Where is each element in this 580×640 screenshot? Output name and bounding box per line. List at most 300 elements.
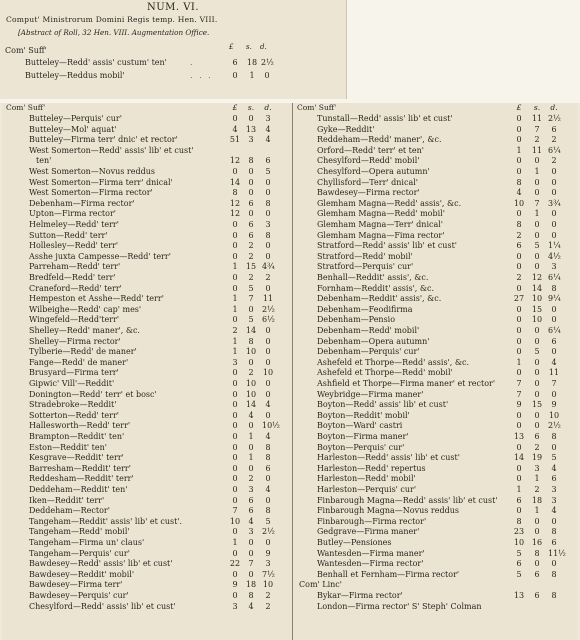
account-label: Gyke—Reddit' [317,124,375,134]
pounds-value: 6 [232,58,238,67]
pounds-value: 0 [232,485,238,494]
pounds-value: 0 [516,156,522,166]
pence-value: 0 [265,251,271,261]
pounds-value: 10 [229,516,241,526]
shillings-value: 0 [248,548,254,558]
account-row [293,559,579,570]
shillings-value: 1 [534,474,540,484]
pence-value: 6¼ [548,145,561,155]
shillings-value: 0 [534,559,540,569]
account-label: Deddeham—Rector' [29,506,110,516]
pounds-value: 8 [516,516,522,526]
account-row [2,167,292,178]
account-row [293,125,579,136]
shillings-value: 7 [248,294,254,304]
account-row [293,358,579,369]
pence-value: 0 [265,538,271,547]
account-label: Debenham—Pensio [317,315,396,325]
account-row [293,379,579,390]
account-row [293,432,579,443]
account-label: Harleston—Redd' mobil' [317,474,416,484]
account-label: Ashfield et Thorpe—Firma maner' et rector' [317,379,496,388]
pounds-value: 9 [232,580,238,590]
account-label: Hollesley—Redd' terr' [29,241,119,251]
pence-value: 0 [551,559,557,569]
account-row [293,294,579,305]
pence-value: 6 [551,474,557,484]
pounds-value: 0 [232,474,238,484]
shillings-value: 6 [248,220,254,229]
pounds-value: 1 [516,357,522,367]
pounds-value: 0 [516,506,522,516]
shillings-column-header: s. [246,43,252,51]
account-row [293,485,579,496]
account-row [293,517,579,528]
shillings-value: 0 [534,230,540,240]
shillings-value: 4 [248,410,254,420]
account-label: West Somerton—Firma rector' [29,188,153,198]
shillings-value: 3 [248,135,254,145]
shillings-value: 19 [531,453,543,463]
account-label: Donington—Redd' terr' et bosc' [29,389,157,399]
pence-value: 0 [551,177,557,187]
pence-value: 10 [548,410,560,420]
left-column-header [2,103,292,113]
account-label: Shelley—Firma rector' [29,336,121,346]
account-label: Hallesworth—Redd' terr' [29,421,131,431]
pence-value: 0 [551,167,557,176]
pence-value: 2½ [548,114,561,123]
pounds-value: 0 [516,135,522,145]
shillings-value: 0 [534,156,540,166]
abstract-note: [Abstract of Roll, 32 Hen. VIII. Augmentation Office. [18,28,210,37]
pence-value: 0 [265,474,271,484]
pence-value: 0 [551,315,557,325]
shillings-value: 5 [248,283,254,293]
pounds-value: 0 [232,410,238,420]
pence-value: 0 [265,379,271,388]
account-label: Stradebroke—Reddit' [29,400,117,410]
pounds-value: 0 [516,336,522,346]
county-heading: Com' Suff' [297,103,337,112]
pence-value: 2 [551,135,557,145]
account-label: West Somerton—Novus reddus [29,167,155,176]
account-label: Hempeston et Asshe—Redd' terr' [29,294,164,304]
account-row [2,527,292,538]
pounds-value: 0 [516,368,522,378]
account-row [2,315,292,326]
shillings-value: 5 [534,347,540,357]
county-heading [293,580,579,591]
shillings-value: 11 [531,145,543,155]
shillings-value: 11 [531,114,543,123]
pence-value: 5 [551,453,557,463]
pounds-value: 3 [232,601,238,611]
account-row [2,549,292,560]
pounds-value: 8 [516,220,522,229]
pounds-value: 0 [232,591,238,600]
pounds-value: 0 [232,230,238,240]
account-label: Stratford—Redd' mobil' [317,251,413,261]
pounds-value: 0 [232,167,238,176]
account-row [293,538,579,549]
pounds-value: 0 [516,124,522,134]
shillings-value: 0 [534,188,540,198]
account-label: Bawdesey—Firma rector' [317,188,420,198]
shillings-value: 7 [248,559,254,569]
shillings-value: 1 [248,453,254,463]
shillings-value: 8 [248,591,254,600]
shillings-value: 6 [534,591,540,600]
pounds-value: 13 [513,432,525,441]
shillings-value: 1 [248,432,254,441]
pence-value: 0 [551,442,557,452]
pounds-value: 0 [516,114,522,123]
shillings-value: 0 [248,304,254,314]
pounds-value: 0 [232,432,238,441]
blank-area [347,0,580,99]
pounds-value: 0 [232,400,238,410]
pounds-value: 0 [516,347,522,357]
account-row [2,220,292,231]
pounds-value: 0 [232,421,238,431]
county-heading: Com' Suff' [5,46,47,55]
pounds-column-header: £ [232,103,238,112]
account-label: Bawdesey—Redd' assis' lib' et cust' [29,559,173,569]
pounds-value: 51 [229,135,241,145]
account-row [293,156,579,167]
account-row [2,284,292,295]
account-label: West Somerton—Redd' assis' lib' et cust' [29,145,194,155]
pounds-value: 6 [516,559,522,569]
pounds-value: 8 [232,188,238,198]
account-label: West Somerton—Firma terr' dnical' [29,177,173,187]
pounds-value: 0 [232,442,238,452]
shillings-value: 0 [534,251,540,261]
shillings-value: 0 [534,527,540,537]
pounds-column-header: £ [229,43,234,51]
account-row [2,570,292,581]
account-label: Tangeham—Redd' mobil' [29,527,130,537]
shillings-value: 8 [534,548,540,558]
pence-value: 8 [265,442,271,452]
pounds-value: 12 [229,198,241,208]
account-row [293,209,579,220]
shillings-value: 0 [248,209,254,219]
shillings-value: 3 [248,527,254,537]
pence-value: 8 [265,230,271,240]
pounds-value: 23 [513,527,525,537]
account-row [293,199,579,210]
pounds-value: 0 [232,495,238,505]
pence-value: 4 [551,463,557,473]
leader-dots: . . . [190,71,213,80]
pounds-value: 0 [516,251,522,261]
account-label: Wantesden—Firma rector' [317,559,424,569]
shillings-value: 10 [531,294,543,304]
pence-value: 2 [265,273,271,282]
shillings-value: 5 [248,315,254,325]
pence-value: 11 [262,294,274,304]
shillings-value: 14 [531,283,543,293]
pounds-value: 0 [516,315,522,325]
account-row [293,252,579,263]
account-label: Deddeham—Reddit' ten' [29,485,128,494]
account-label: Tangeham—Reddit' assis' lib' et cust'. [29,516,183,526]
account-row [293,135,579,146]
account-label: Glemham Magna—Terr' dnical' [317,220,444,229]
account-row [2,156,292,167]
account-label: Tunstall—Redd' assis' lib' et cust' [317,114,453,123]
account-row [293,421,579,432]
pounds-value: 10 [513,198,525,208]
pounds-value: 0 [232,71,238,80]
pence-value: 0 [551,389,557,399]
pounds-value: 12 [229,209,241,219]
pence-value: 6 [265,463,271,473]
account-row [293,188,579,199]
pounds-value: 2 [516,230,522,240]
account-label: Iken—Reddit' terr' [29,495,105,505]
pence-value: 0 [551,209,557,219]
shillings-value: 0 [534,220,540,229]
account-row [2,135,292,146]
account-row [2,347,292,358]
pence-value: 3 [551,485,557,494]
account-label: Boyton—Perquis' cur' [317,442,405,452]
shillings-value: 18 [531,495,543,505]
pence-value: 3¾ [548,198,561,208]
account-label: Tangeham—Firma un' claus' [29,538,145,547]
pence-value: 6 [551,538,557,547]
account-label: Chesylford—Redd' assis' lib' et cust' [29,601,176,611]
shillings-value: 0 [534,421,540,431]
account-label: Debenham—Redd' mobil' [317,326,420,335]
account-label: Bawdesey—Firma terr' [29,580,123,590]
shillings-value: 0 [534,389,540,399]
account-label: Boyton—Reddit' mobil' [317,410,410,420]
pounds-value: 0 [516,283,522,293]
shillings-value: 1 [249,71,255,80]
account-label: Debenham—Perquis' cur' [317,347,420,357]
pence-value: 0 [265,410,271,420]
pence-value: 0 [265,389,271,399]
account-label: Reddeham—Redd' maner', &c. [317,135,442,145]
account-label: Harleston—Perquis' cur' [317,485,417,494]
shillings-value: 0 [248,188,254,198]
account-label: Boyton—Ward' castri [317,421,403,431]
document-subtitle: Comput' Ministrorum Domini Regis temp. Hen. VIII. [6,15,218,24]
pence-value: 0 [551,347,557,357]
account-row [2,114,292,125]
account-label: Shelley—Redd' maner', &c. [29,326,140,335]
account-row [2,538,292,549]
right-column [292,103,579,640]
pence-value: 6¼ [548,326,561,335]
pence-value: 8 [551,432,557,441]
shillings-column-header: s. [247,103,255,112]
account-label: ten' [36,156,52,166]
account-row [2,432,292,443]
pence-value: 5 [265,167,271,176]
account-row [2,252,292,263]
right-column-header [293,103,579,113]
account-row [293,114,579,125]
pence-value: 0 [264,71,270,80]
shillings-value: 2 [248,241,254,251]
account-row [293,241,579,252]
pounds-value: 0 [516,167,522,176]
pounds-value: 7 [516,379,522,388]
account-label: Glemham Magna—Redd' mobil' [317,209,445,219]
shillings-value: 6 [248,230,254,240]
pence-value: 0 [265,188,271,198]
shillings-value: 6 [248,495,254,505]
account-row [2,496,292,507]
shillings-value: 6 [248,506,254,516]
pounds-value: 22 [229,559,241,569]
account-row [293,602,579,613]
account-label: Fange—Redd' de maner' [29,357,129,367]
account-label: Eston—Reddit' ten' [29,442,107,452]
shillings-value: 0 [534,410,540,420]
pence-value: 0 [265,283,271,293]
account-label: Bykar—Firma rector' [317,591,403,600]
account-row [2,273,292,284]
pence-value: 0 [551,516,557,526]
pounds-value: 0 [232,389,238,399]
pence-value: 0 [551,304,557,314]
shillings-value: 0 [534,326,540,335]
shillings-value: 15 [531,304,543,314]
account-row [2,485,292,496]
shillings-value: 6 [534,432,540,441]
shillings-value: 8 [248,336,254,346]
header-excerpt [0,0,347,100]
account-row [293,443,579,454]
account-label: Benhall—Reddit' assis', &c. [317,273,429,282]
shillings-value: 3 [534,463,540,473]
account-label: Bawdesey—Perquis' cur' [29,591,129,600]
shillings-value: 18 [245,580,257,590]
account-row [293,337,579,348]
shillings-value: 2 [248,474,254,484]
pence-value: 4 [265,135,271,145]
account-row [293,326,579,337]
account-row [293,347,579,358]
account-row [2,209,292,220]
shillings-value: 15 [245,262,257,272]
shillings-value: 0 [534,379,540,388]
account-row [2,580,292,591]
shillings-value: 7 [534,198,540,208]
account-label: Butteley—Firma terr' dnic' et rector' [29,135,178,145]
pence-value: 6 [551,124,557,134]
pence-value: 9 [551,400,557,410]
pounds-value: 4 [232,124,238,134]
account-label: Finbarough Magna—Redd' assis' lib' et cust' [317,495,498,505]
account-row [2,390,292,401]
pence-value: 4 [265,485,271,494]
pence-value: 3 [265,220,271,229]
pounds-value: 1 [232,538,238,547]
pence-value: 4 [265,124,271,134]
pence-value: 4 [551,357,557,367]
pence-value: 8 [551,591,557,600]
pounds-column-header: £ [516,103,522,112]
account-label: Com' Linc' [299,580,342,590]
pence-value: 4 [265,432,271,441]
account-row [2,453,292,464]
shillings-value: 2 [534,135,540,145]
account-row [293,474,579,485]
shillings-value: 10 [245,347,257,357]
account-label: Sotterton—Redd' terr' [29,410,120,420]
account-label: Benhall et Fernham—Firma rector' [317,569,460,579]
account-label: Stratford—Perquis' cur' [317,262,414,272]
account-row [2,294,292,305]
pence-value: 8 [551,569,557,579]
account-row [2,464,292,475]
account-label: Wantesden—Firma maner' [317,548,425,558]
account-row [293,464,579,475]
account-label: Brusyard—Firma terr' [29,368,119,378]
pounds-value: 12 [229,156,241,166]
shillings-value: 14 [245,400,257,410]
account-label: Gipwic' Vill'—Reddit' [29,379,115,388]
account-row [2,188,292,199]
shillings-value: 0 [534,336,540,346]
pounds-value: 13 [513,591,525,600]
pounds-value: 0 [232,283,238,293]
account-row [2,125,292,136]
pounds-value: 6 [516,495,522,505]
page-title: NUM. VI. [146,2,200,13]
account-label: London—Firma rector' S' Steph' Colman [317,601,482,611]
shillings-value: 10 [245,389,257,399]
pounds-value: 0 [232,241,238,251]
county-heading: Com' Suff' [6,103,46,112]
pence-value: 10½ [262,421,280,431]
pence-value: 2 [265,591,271,600]
pence-value: 2 [551,156,557,166]
account-label: Barresham—Reddit' terr' [29,463,131,473]
pence-column-header: d. [260,43,267,51]
pounds-value: 1 [232,304,238,314]
shillings-value: 7 [534,124,540,134]
pounds-value: 1 [516,145,522,155]
shillings-value: 0 [248,442,254,452]
pounds-value: 0 [516,262,522,272]
account-label: Boyton—Firma maner' [317,432,409,441]
pounds-value: 6 [516,241,522,251]
pence-value: 4 [551,506,557,516]
account-label: Debenham—Firma rector' [29,198,135,208]
account-label: Parreham—Redd' terr' [29,262,121,272]
pounds-value: 27 [513,294,525,304]
pence-value: 0 [265,241,271,251]
account-label: Fornham—Reddit' assis', &c. [317,283,435,293]
pounds-value: 5 [516,548,522,558]
shillings-value: 10 [245,379,257,388]
account-row [293,411,579,422]
pounds-value: 0 [232,220,238,229]
pence-value: 4¾ [262,262,275,272]
shillings-value: 6 [248,198,254,208]
pence-value: 0 [265,347,271,357]
account-label: Glemham Magna—Redd' assis', &c. [317,198,462,208]
pence-value: 0 [265,336,271,346]
